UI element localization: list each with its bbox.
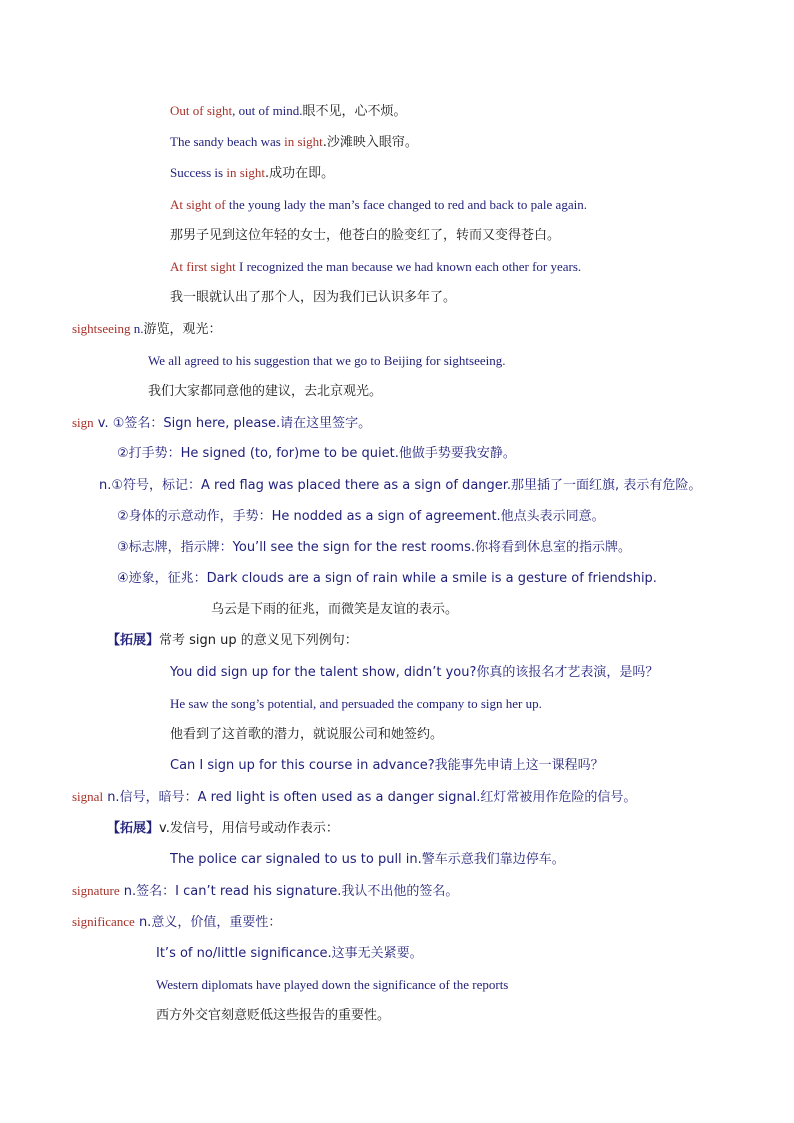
extension-label: 【拓展】 [107, 633, 160, 648]
example-line-success [170, 165, 334, 182]
sense-line: ②身体的示意动作，手势：He nodded as a sign of agreement.他点头表示同意。 [117, 509, 605, 524]
english-text: The sandy beach was [170, 134, 285, 149]
phrase-highlight: At first sight [170, 259, 236, 274]
example-line: Can I sign up for this course in advance?我能事先申请上这一课程吗？ [170, 758, 604, 773]
chinese-translation: 眼不见，心不烦。 [302, 104, 407, 119]
chinese-translation-line: 西方外交官刻意贬低这些报告的重要性。 [156, 1008, 391, 1023]
extension-text: 常考 sign up 的意义见下列例句： [159, 633, 358, 648]
definition: n.信号，暗号：A red light is often used as a danger signal.红灯常被用作危险的信号。 [103, 790, 637, 805]
phrase-highlight: in sight [284, 134, 323, 149]
english-text: the young lady the man’s face changed to red and back to pale again. [225, 197, 587, 212]
chinese-translation: .沙滩映入眼帘。 [322, 135, 418, 150]
entry-signature [72, 883, 458, 900]
english-text: Success is [170, 165, 227, 180]
headword: sightseeing [72, 321, 131, 336]
phrase-highlight: At sight of [170, 197, 226, 212]
chinese-translation-line: 他看到了这首歌的潜力，就说服公司和她签约。 [170, 727, 444, 742]
headword: significance [72, 914, 135, 929]
example-line-at-sight-of [170, 197, 587, 213]
entry-sightseeing [72, 321, 222, 338]
headword: signature [72, 883, 120, 898]
sense-line: ③标志牌，指示牌：You’ll see the sign for the rest rooms.你将看到休息室的指示牌。 [117, 540, 631, 555]
example-line: The police car signaled to us to pull in.警车示意我们靠边停车。 [170, 852, 565, 867]
part-of-speech: n. [130, 321, 144, 336]
extension-note-sign-up [107, 633, 358, 649]
chinese-translation-line: 那男子见到这位年轻的女士，他苍白的脸变红了，转而又变得苍白。 [170, 228, 561, 243]
example-line: Western diplomats have played down the significance of the reports [156, 977, 509, 992]
example-line: We all agreed to his suggestion that we go to Beijing for sightseeing. [148, 353, 506, 368]
extension-label: 【拓展】 [107, 821, 160, 836]
chinese-translation-line: 我一眼就认出了那个人，因为我们已认识多年了。 [170, 290, 457, 305]
chinese-translation: .成功在即。 [265, 166, 335, 181]
english-text: I recognized the man because we had known each other for years. [235, 259, 582, 274]
sense-line: ④迹象，征兆：Dark clouds are a sign of rain while a smile is a gesture of friendship. [117, 571, 657, 586]
example-line-out-of-sight [170, 103, 407, 120]
headword: sign [72, 415, 94, 430]
entry-signal [72, 789, 636, 806]
chinese-translation-line: 我们大家都同意他的建议，去北京观光。 [148, 384, 383, 399]
entry-sign [72, 415, 371, 432]
example-line: You did sign up for the talent show, didn’t you?你真的该报名才艺表演，是吗？ [170, 665, 659, 680]
example-line-at-first-sight [170, 259, 581, 275]
definition: v. ①签名：Sign here, please.请在这里签字。 [93, 416, 372, 431]
definition: n.签名：I can’t read his signature.我认不出他的签名。 [119, 884, 459, 899]
chinese-translation-line: 乌云是下雨的征兆，而微笑是友谊的表示。 [211, 602, 459, 617]
entry-significance [72, 914, 281, 931]
english-text: , out of mind. [232, 103, 303, 118]
example-line-sandy-beach [170, 134, 418, 151]
example-line: He saw the song’s potential, and persuaded the company to sign her up. [170, 696, 542, 711]
extension-note-signal [107, 821, 339, 837]
definition: n.意义，价值，重要性： [134, 915, 282, 930]
phrase-highlight: Out of sight [170, 103, 233, 118]
sense-line: ②打手势：He signed (to, for)me to be quiet.他做手势要我安静。 [117, 446, 516, 461]
headword: signal [72, 789, 104, 804]
phrase-highlight: in sight [226, 165, 265, 180]
definition: 游览，观光： [143, 322, 222, 337]
example-line: It’s of no/little significance.这事无关紧要。 [156, 946, 423, 961]
extension-text: v.发信号，用信号或动作表示： [159, 821, 339, 836]
sense-line: n.①符号，标记：A red flag was placed there as a sign of danger.那里插了一面红旗, 表示有危险。 [99, 478, 702, 493]
